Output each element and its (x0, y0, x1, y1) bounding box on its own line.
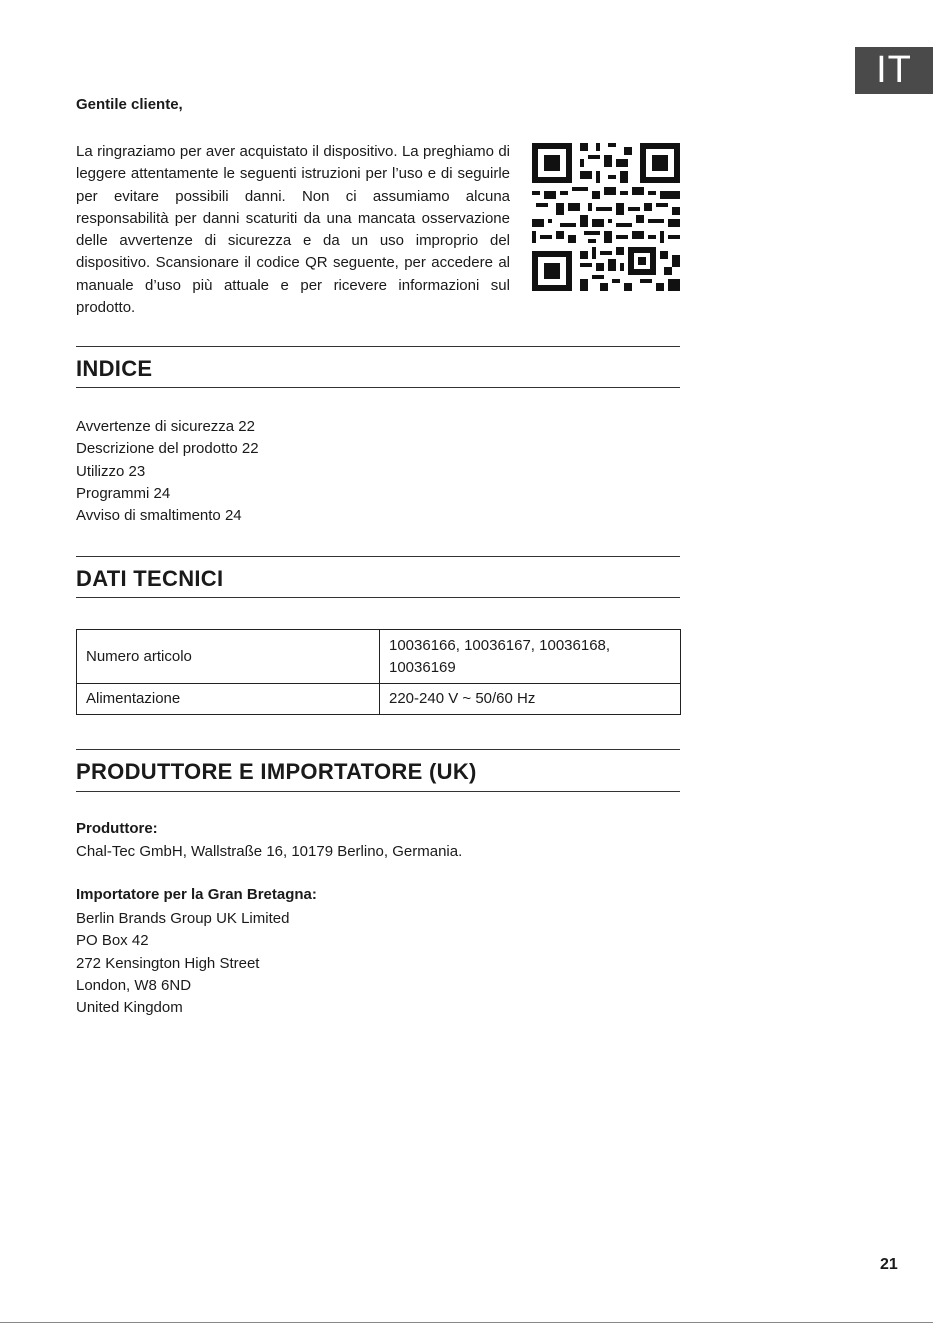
section-divider (76, 791, 680, 792)
address-line: London, W8 6ND (76, 976, 192, 994)
greeting-heading: Gentile cliente, (76, 96, 183, 113)
specs-table (76, 629, 681, 715)
producer-label: Produttore: (76, 820, 158, 837)
address-line: Berlin Brands Group UK Limited (76, 910, 290, 927)
section-divider (76, 556, 680, 557)
page-bottom-divider (0, 1322, 933, 1323)
importer-label: Importatore per la Gran Bretagna: (76, 886, 317, 903)
toc-item: Utilizzo 23 (76, 462, 146, 480)
table-of-contents (76, 416, 259, 527)
address-line: United Kingdom (76, 999, 183, 1017)
table-row (77, 630, 681, 684)
section-divider (76, 749, 680, 750)
spec-label: Alimentazione (77, 684, 380, 715)
language-tab: IT (855, 47, 933, 94)
spec-value: 220-240 V ~ 50/60 Hz (380, 684, 681, 715)
importer-address (76, 908, 289, 1019)
toc-item: Descrizione del prodotto 22 (76, 440, 259, 458)
manufacturer-title: PRODUTTORE E IMPORTATORE (UK) (76, 759, 477, 784)
section-divider (76, 597, 680, 598)
specs-title: DATI TECNICI (76, 566, 224, 591)
producer-address: Chal-Tec GmbH, Wallstraße 16, 10179 Berlino, Germania. (76, 843, 463, 860)
spec-value: 10036166, 10036167, 10036168, 10036169 (380, 630, 681, 684)
page-number: 21 (880, 1256, 898, 1273)
table-row (77, 684, 681, 715)
toc-item: Programmi 24 (76, 484, 171, 502)
spec-label: Numero articolo (77, 630, 380, 684)
address-line: PO Box 42 (76, 932, 149, 950)
section-divider (76, 346, 680, 347)
qr-code-icon (532, 143, 680, 291)
toc-item: Avvertenze di sicurezza 22 (76, 418, 255, 435)
intro-paragraph: La ringraziamo per aver acquistato il dispositivo. La preghiamo di leggere attentamente le seguenti istruzioni per l’uso e di seguirle per evitare possibili danni. Non ci assumiamo alcuna responsabilità per danni scaturiti da una mancata osservazione delle avvertenze di sicurezza e da un uso improprio del dispositivo. Scansionare il codice QR seguente, per accedere al manuale d’uso più attuale e per ricevere informazioni sul prodotto. (76, 143, 510, 317)
section-divider (76, 387, 680, 388)
index-title: INDICE (76, 356, 153, 381)
address-line: 272 Kensington High Street (76, 954, 260, 972)
toc-item: Avviso di smaltimento 24 (76, 507, 242, 525)
